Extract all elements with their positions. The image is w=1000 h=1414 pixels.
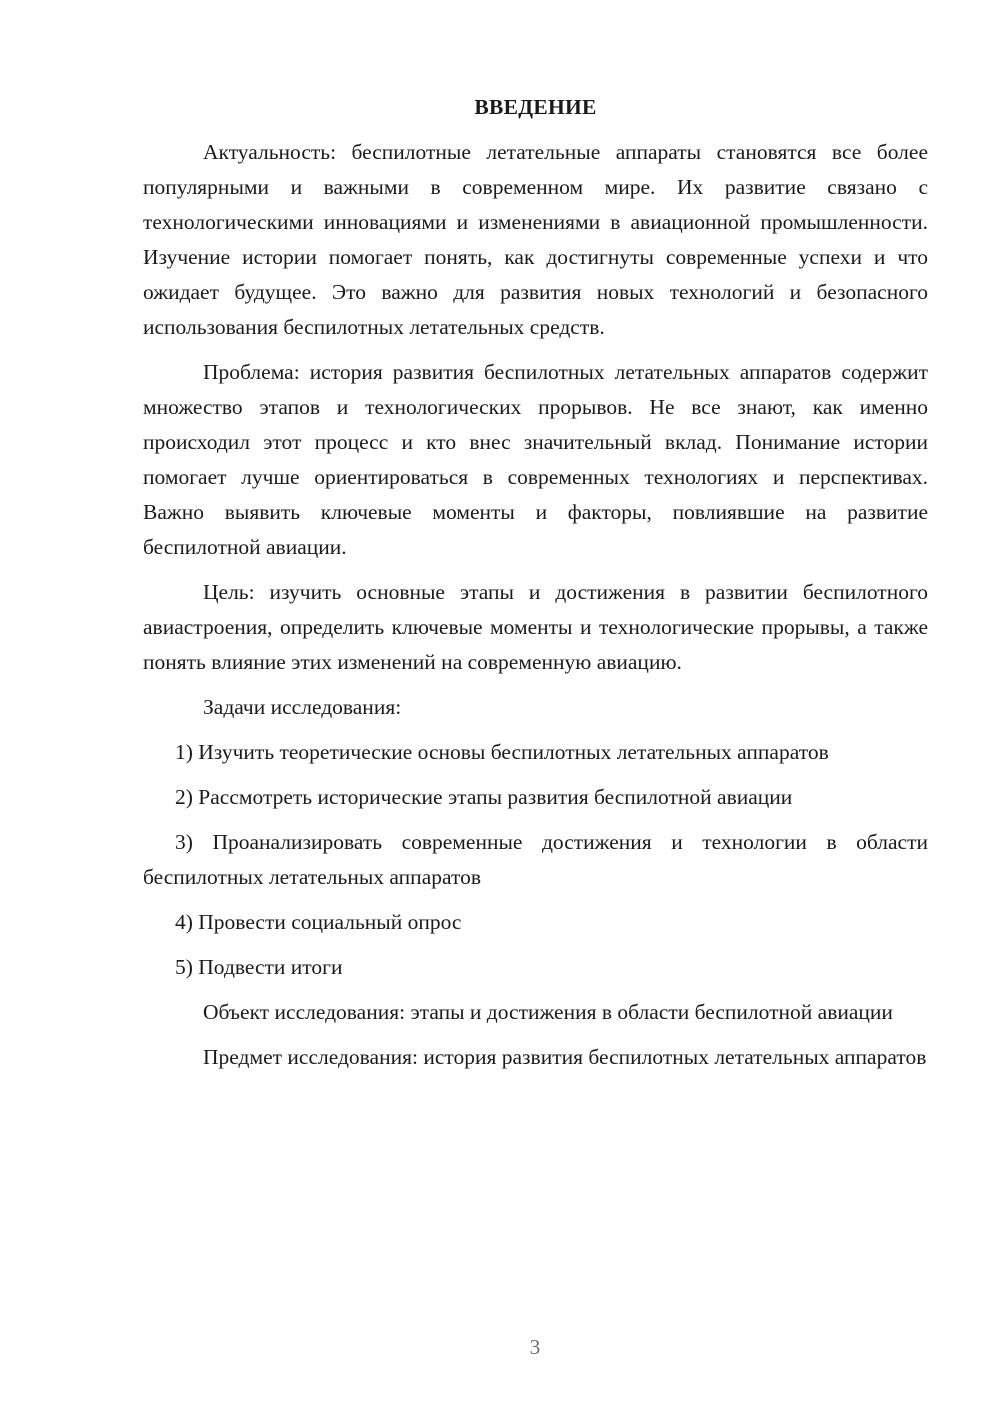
task-item-3: 3) Проанализировать современные достижения и технологии в области беспилотных летательных аппаратов: [143, 830, 928, 889]
task-item-1: 1) Изучить теоретические основы беспилотных летательных аппаратов: [175, 740, 829, 764]
page-number: 3: [529, 1335, 541, 1359]
document-page: [143, 95, 928, 1085]
paragraph-object: Объект исследования: этапы и достижения в области беспилотной авиации: [203, 1000, 893, 1024]
paragraph-relevance: Актуальность: беспилотные летательные аппараты становятся все более популярными и важными в современном мире. Их развитие связано с технологическими инновациями и изменениями в авиационной промышленности. Изучение истории помогает понять, как достигнуты современные успехи и что ожидает будущее. Это важно для развития новых технологий и безопасного использования беспилотных летательных средств.: [143, 140, 928, 339]
tasks-heading: Задачи исследования:: [203, 695, 402, 719]
section-title: ВВЕДЕНИЕ: [474, 95, 597, 119]
task-item-5: 5) Подвести итоги: [175, 955, 343, 979]
task-item-4: 4) Провести социальный опрос: [175, 910, 462, 934]
paragraph-subject: Предмет исследования: история развития беспилотных летательных аппаратов: [203, 1045, 927, 1069]
paragraph-goal: Цель: изучить основные этапы и достижения в развитии беспилотного авиастроения, определить ключевые моменты и технологические прорывы, а также понять влияние этих изменений на современную авиацию.: [143, 580, 928, 674]
task-item-2: 2) Рассмотреть исторические этапы развития беспилотной авиации: [175, 785, 793, 809]
paragraph-problem: Проблема: история развития беспилотных летательных аппаратов содержит множество этапов и технологических прорывов. Не все знают, как именно происходил этот процесс и кто внес значительный вклад. Понимание истории помогает лучше ориентироваться в современных технологиях и перспективах. Важно выявить ключевые моменты и факторы, повлиявшие на развитие беспилотной авиации.: [143, 360, 928, 559]
